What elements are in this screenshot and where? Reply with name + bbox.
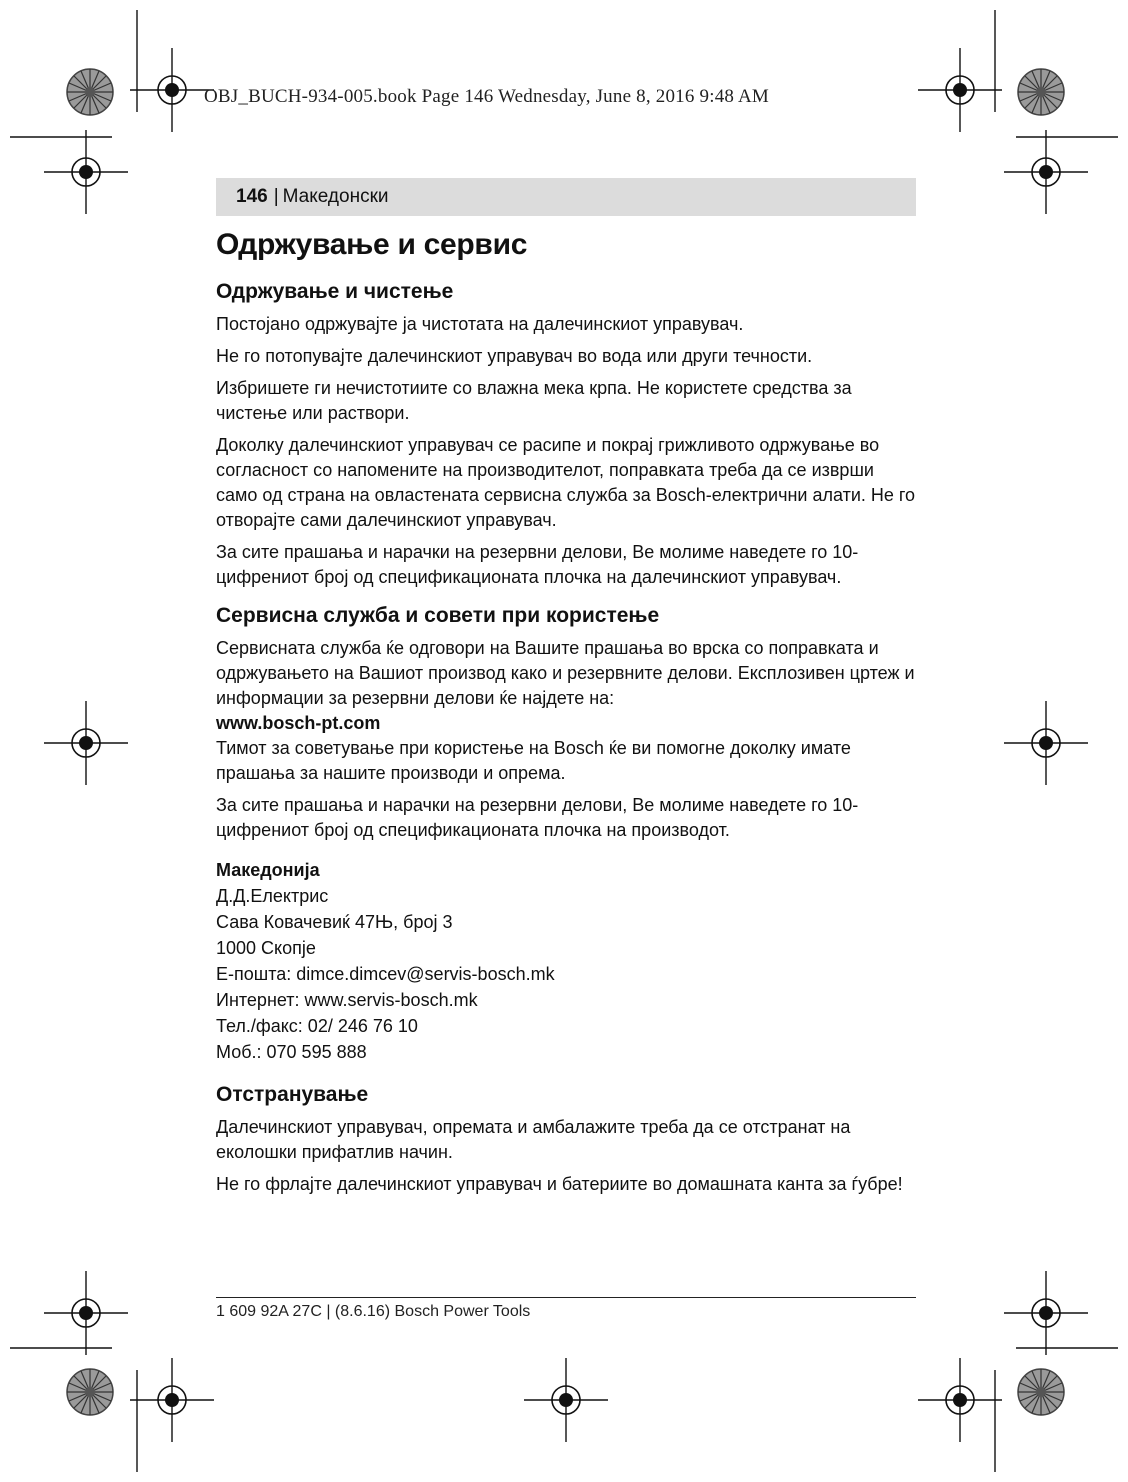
paragraph: Далечинскиот управувач, опремата и амбалажите треба да се отстранат на еколошки прифатлив начин. [216, 1117, 851, 1162]
section-heading: Одржување и чистење [216, 280, 454, 303]
print-slug: OBJ_BUCH-934-005.book Page 146 Wednesday, June 8, 2016 9:48 AM [204, 86, 770, 107]
section-maintenance [216, 280, 916, 590]
paragraph: Тимот за советување при користење на Bosch ќе ви помогне доколку имате прашања за нашите производи и опрема. [216, 738, 851, 783]
page-header [216, 178, 916, 216]
address-street: Сава Ковачевиќ 47Њ, број 3 [216, 912, 453, 932]
address-company: Д.Д.Електрис [216, 886, 329, 906]
paragraph: Доколку далечинскиот управувач се расипе и покрај грижливото одржување во согласност со напомените на производителот, поправката треба да се изврши само од страна на овластената сервисна служба за Bosch-електрични алати. Не го отворајте сами далечинскиот управувач. [216, 435, 916, 530]
address-phone-fax: Тел./факс: 02/ 246 76 10 [216, 1016, 418, 1036]
paragraph: Не го фрлајте далечинскиот управувач и батериите во домашната канта за ѓубре! [216, 1174, 903, 1194]
paragraph: Сервисната служба ќе одговори на Вашите прашања во врска со поправката и одржувањето на Вашиот производ како и резервните делови. Експлозивен цртеж и информации за резервни делови ќе најдете на: [216, 638, 915, 708]
header-separator: | [273, 186, 279, 207]
section-disposal [216, 1083, 916, 1197]
address-email: Е-пошта: dimce.dimcev@servis-bosch.mk [216, 964, 555, 984]
paragraph: Не го потопувајте далечинскиот управувач во вода или други течности. [216, 346, 813, 366]
service-address [216, 857, 916, 1065]
address-country: Македонија [216, 860, 320, 880]
bosch-website-link[interactable]: www.bosch-pt.com [216, 713, 381, 733]
paragraph: Постојано одржувајте ја чистотата на далечинскиот управувач. [216, 314, 744, 334]
page-title: Одржување и сервис [216, 228, 528, 261]
address-website: Интернет: www.servis-bosch.mk [216, 990, 478, 1010]
paragraph: За сите прашања и нарачки на резервни делови, Ве молиме наведете го 10-цифрениот број од спецификационата плочка на далечинскиот управувач. [216, 542, 859, 587]
section-service [216, 604, 916, 843]
page-footer: 1 609 92A 27C | (8.6.16) Bosch Power Tools [216, 1303, 531, 1320]
paragraph: Избришете ги нечистотиите со влажна мека крпа. Не користете средства за чистење или раствори. [216, 378, 852, 423]
paragraph: За сите прашања и нарачки на резервни делови, Ве молиме наведете го 10-цифрениот број од спецификационата плочка на производот. [216, 795, 859, 840]
page-number: 146 [236, 186, 268, 207]
main-content [216, 228, 916, 1211]
address-city: 1000 Скопје [216, 938, 316, 958]
address-mobile: Моб.: 070 595 888 [216, 1042, 367, 1062]
section-heading: Отстранување [216, 1083, 369, 1106]
footer-rule [216, 1297, 916, 1298]
header-language: Македонски [282, 186, 389, 207]
section-heading: Сервисна служба и совети при користење [216, 604, 660, 627]
